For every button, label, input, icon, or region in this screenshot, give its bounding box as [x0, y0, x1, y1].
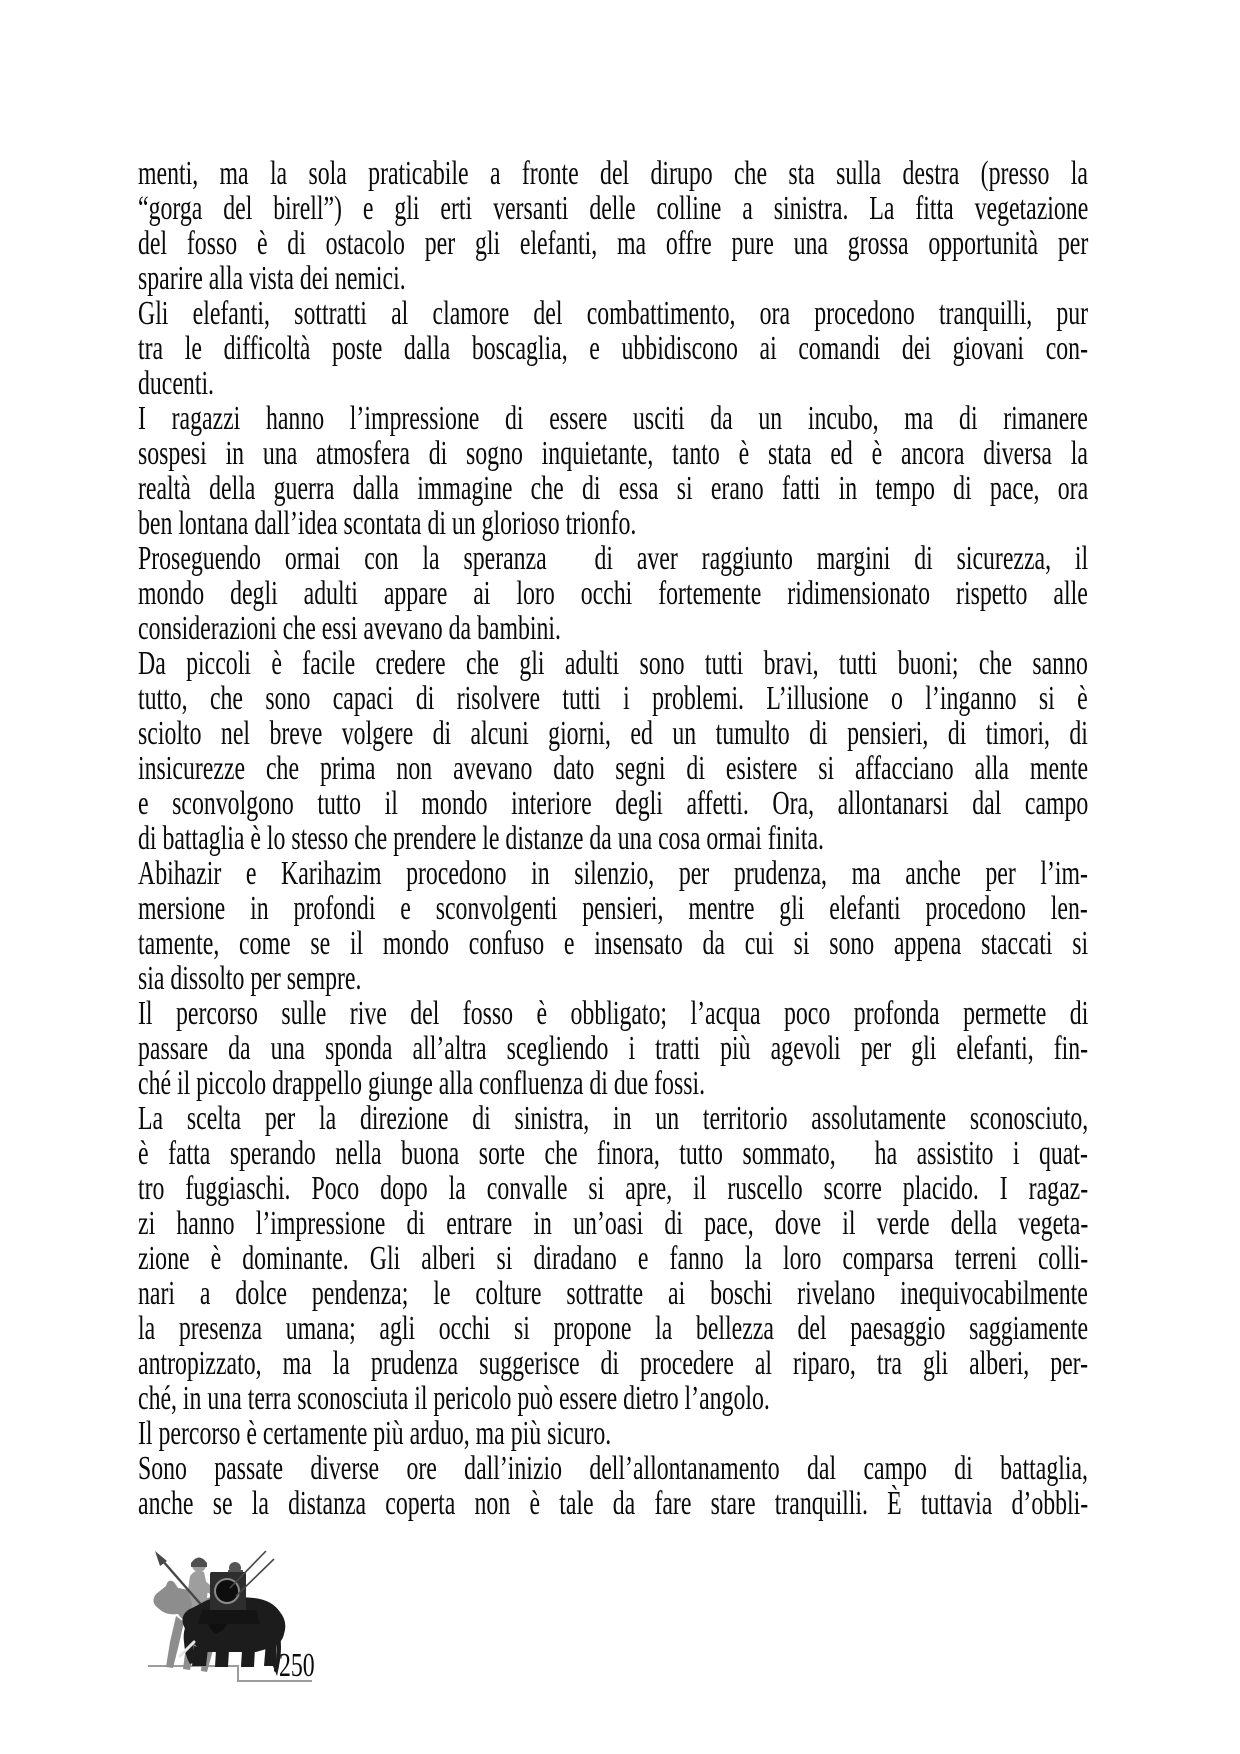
text-line-content: mersione in profondi e sconvolgenti pensieri, mentre gli elefanti procedono len-: [138, 890, 1088, 927]
text-line: [138, 541, 1088, 576]
text-line: [138, 1486, 1088, 1521]
text-line-content: Il percorso sulle rive del fosso è obbligato; l’acqua poco profonda permette di: [138, 995, 1089, 1032]
text-line-content: menti, ma la sola praticabile a fronte del dirupo che sta sulla destra (presso la: [138, 155, 1088, 192]
text-line: [138, 1276, 1088, 1311]
text-line: [138, 436, 1088, 471]
body-text: [138, 156, 1088, 1521]
text-line-content: ché il piccolo drappello giunge alla confluenza di due fossi.: [138, 1065, 706, 1102]
text-line-content: Il percorso è certamente più arduo, ma più sicuro.: [138, 1415, 612, 1452]
text-line: [138, 961, 1088, 996]
text-line: [138, 401, 1088, 436]
text-line: [138, 1101, 1088, 1136]
text-line: [138, 1241, 1088, 1276]
text-line-content: mondo degli adulti appare ai loro occhi fortemente ridimensionato rispetto alle: [138, 575, 1088, 612]
text-line-content: ducenti.: [138, 365, 215, 402]
text-line: [138, 786, 1088, 821]
text-line-content: antropizzato, ma la prudenza suggerisce di procedere al riparo, tra gli alberi, per-: [138, 1345, 1089, 1382]
page-number: 250: [279, 1647, 315, 1684]
text-line-content: tamente, come se il mondo confuso e insensato da cui si sono appena staccati si: [138, 925, 1089, 962]
text-line: [138, 576, 1088, 611]
text-line-content: anche se la distanza coperta non è tale da fare stare tranquilli. È tuttavia d’obbli-: [138, 1485, 1089, 1522]
text-line: [138, 1311, 1088, 1346]
text-line-content: I ragazzi hanno l’impressione di essere usciti da un incubo, ma di rimanere: [138, 400, 1088, 437]
text-line-content: Proseguendo ormai con la speranza di aver raggiunto margini di sicurezza, il: [138, 540, 1089, 577]
text-line: [138, 646, 1088, 681]
text-line: [138, 471, 1088, 506]
text-line: [138, 1346, 1088, 1381]
text-line: [138, 681, 1088, 716]
blanket: [198, 1610, 260, 1624]
text-line: [138, 926, 1088, 961]
text-line-content: e sconvolgono tutto il mondo interiore degli affetti. Ora, allontanarsi dal campo: [138, 785, 1089, 822]
text-line-content: nari a dolce pendenza; le colture sottratte ai boschi rivelano inequivocabilmente: [138, 1275, 1088, 1312]
text-line-content: La scelta per la direzione di sinistra, in un territorio assolutamente sconosciuto,: [138, 1100, 1089, 1137]
text-line-content: di battaglia è lo stesso che prendere le distanze da una cosa ormai finita.: [138, 820, 824, 857]
text-line-content: del fosso è di ostacolo per gli elefanti, ma offre pure una grossa opportunità per: [138, 225, 1089, 262]
text-line-content: sia dissolto per sempre.: [138, 960, 362, 997]
text-line-content: Gli elefanti, sottratti al clamore del combattimento, ora procedono tranquilli, pur: [138, 295, 1089, 332]
text-line-content: Da piccoli è facile credere che gli adulti sono tutti bravi, tutti buoni; che sanno: [138, 645, 1088, 682]
text-line-content: Abihazir e Karihazim procedono in silenzio, per prudenza, ma anche per l’im-: [138, 855, 1088, 892]
text-line-content: zi hanno l’impressione di entrare in un’oasi di pace, dove il verde della vegeta-: [138, 1205, 1089, 1242]
text-line-content: considerazioni che essi avevano da bambini.: [138, 610, 561, 647]
text-line: [138, 1136, 1088, 1171]
text-line: [138, 1206, 1088, 1241]
text-line: [138, 856, 1088, 891]
text-line-content: realtà della guerra dalla immagine che di essa si erano fatti in tempo di pace, ora: [138, 470, 1089, 507]
text-line: [138, 821, 1088, 856]
text-line-content: sparire alla vista dei nemici.: [138, 260, 406, 297]
text-line: [138, 331, 1088, 366]
text-line: [138, 226, 1088, 261]
text-line-content: tutto, che sono capaci di risolvere tutti i problemi. L’illusione o l’inganno si è: [138, 680, 1088, 717]
text-line: [138, 191, 1088, 226]
text-line: [138, 261, 1088, 296]
text-line-content: tra le difficoltà poste dalla boscaglia, e ubbidiscono ai comandi dei giovani con-: [138, 330, 1088, 367]
text-line: [138, 1031, 1088, 1066]
text-line: [138, 366, 1088, 401]
text-line: [138, 716, 1088, 751]
text-line: [138, 751, 1088, 786]
text-line: [138, 611, 1088, 646]
text-line: [138, 296, 1088, 331]
text-line: [138, 1381, 1088, 1416]
text-line: [138, 1451, 1088, 1486]
text-line: [138, 891, 1088, 926]
text-line: [138, 1066, 1088, 1101]
text-line: [138, 1416, 1088, 1451]
text-line-content: è fatta sperando nella buona sorte che finora, tutto sommato, ha assistito i quat-: [138, 1135, 1088, 1172]
text-line: [138, 1171, 1088, 1206]
text-line-content: “gorga del birell”) e gli erti versanti delle colline a sinistra. La fitta vegetazione: [138, 190, 1089, 227]
text-line-content: la presenza umana; agli occhi si propone la bellezza del paesaggio saggiamente: [138, 1310, 1089, 1347]
text-line-content: ben lontana dall’idea scontata di un glorioso trionfo.: [138, 505, 637, 542]
text-line: [138, 996, 1088, 1031]
text-line-content: zione è dominante. Gli alberi si diradano e fanno la loro comparsa terreni colli-: [138, 1240, 1089, 1277]
text-line: [138, 156, 1088, 191]
text-line-content: insicurezze che prima non avevano dato segni di esistere si affacciano alla mente: [138, 750, 1089, 787]
text-line-content: Sono passate diverse ore dall’inizio dell’allontanamento dal campo di battaglia,: [138, 1450, 1088, 1487]
text-line-content: ché, in una terra sconosciuta il pericolo può essere dietro l’angolo.: [138, 1380, 770, 1417]
text-line-content: sospesi in una atmosfera di sogno inquietante, tanto è stata ed è ancora diversa la: [138, 435, 1088, 472]
text-line: [138, 506, 1088, 541]
helmet: [191, 1558, 207, 1568]
text-line-content: sciolto nel breve volgere di alcuni giorni, ed un tumulto di pensieri, di timori, di: [138, 715, 1088, 752]
text-line-content: passare da una sponda all’altra scegliendo i tratti più agevoli per gli elefanti, fin-: [138, 1030, 1089, 1067]
text-line-content: tro fuggiaschi. Poco dopo la convalle si apre, il ruscello scorre placido. I ragaz-: [138, 1170, 1089, 1207]
